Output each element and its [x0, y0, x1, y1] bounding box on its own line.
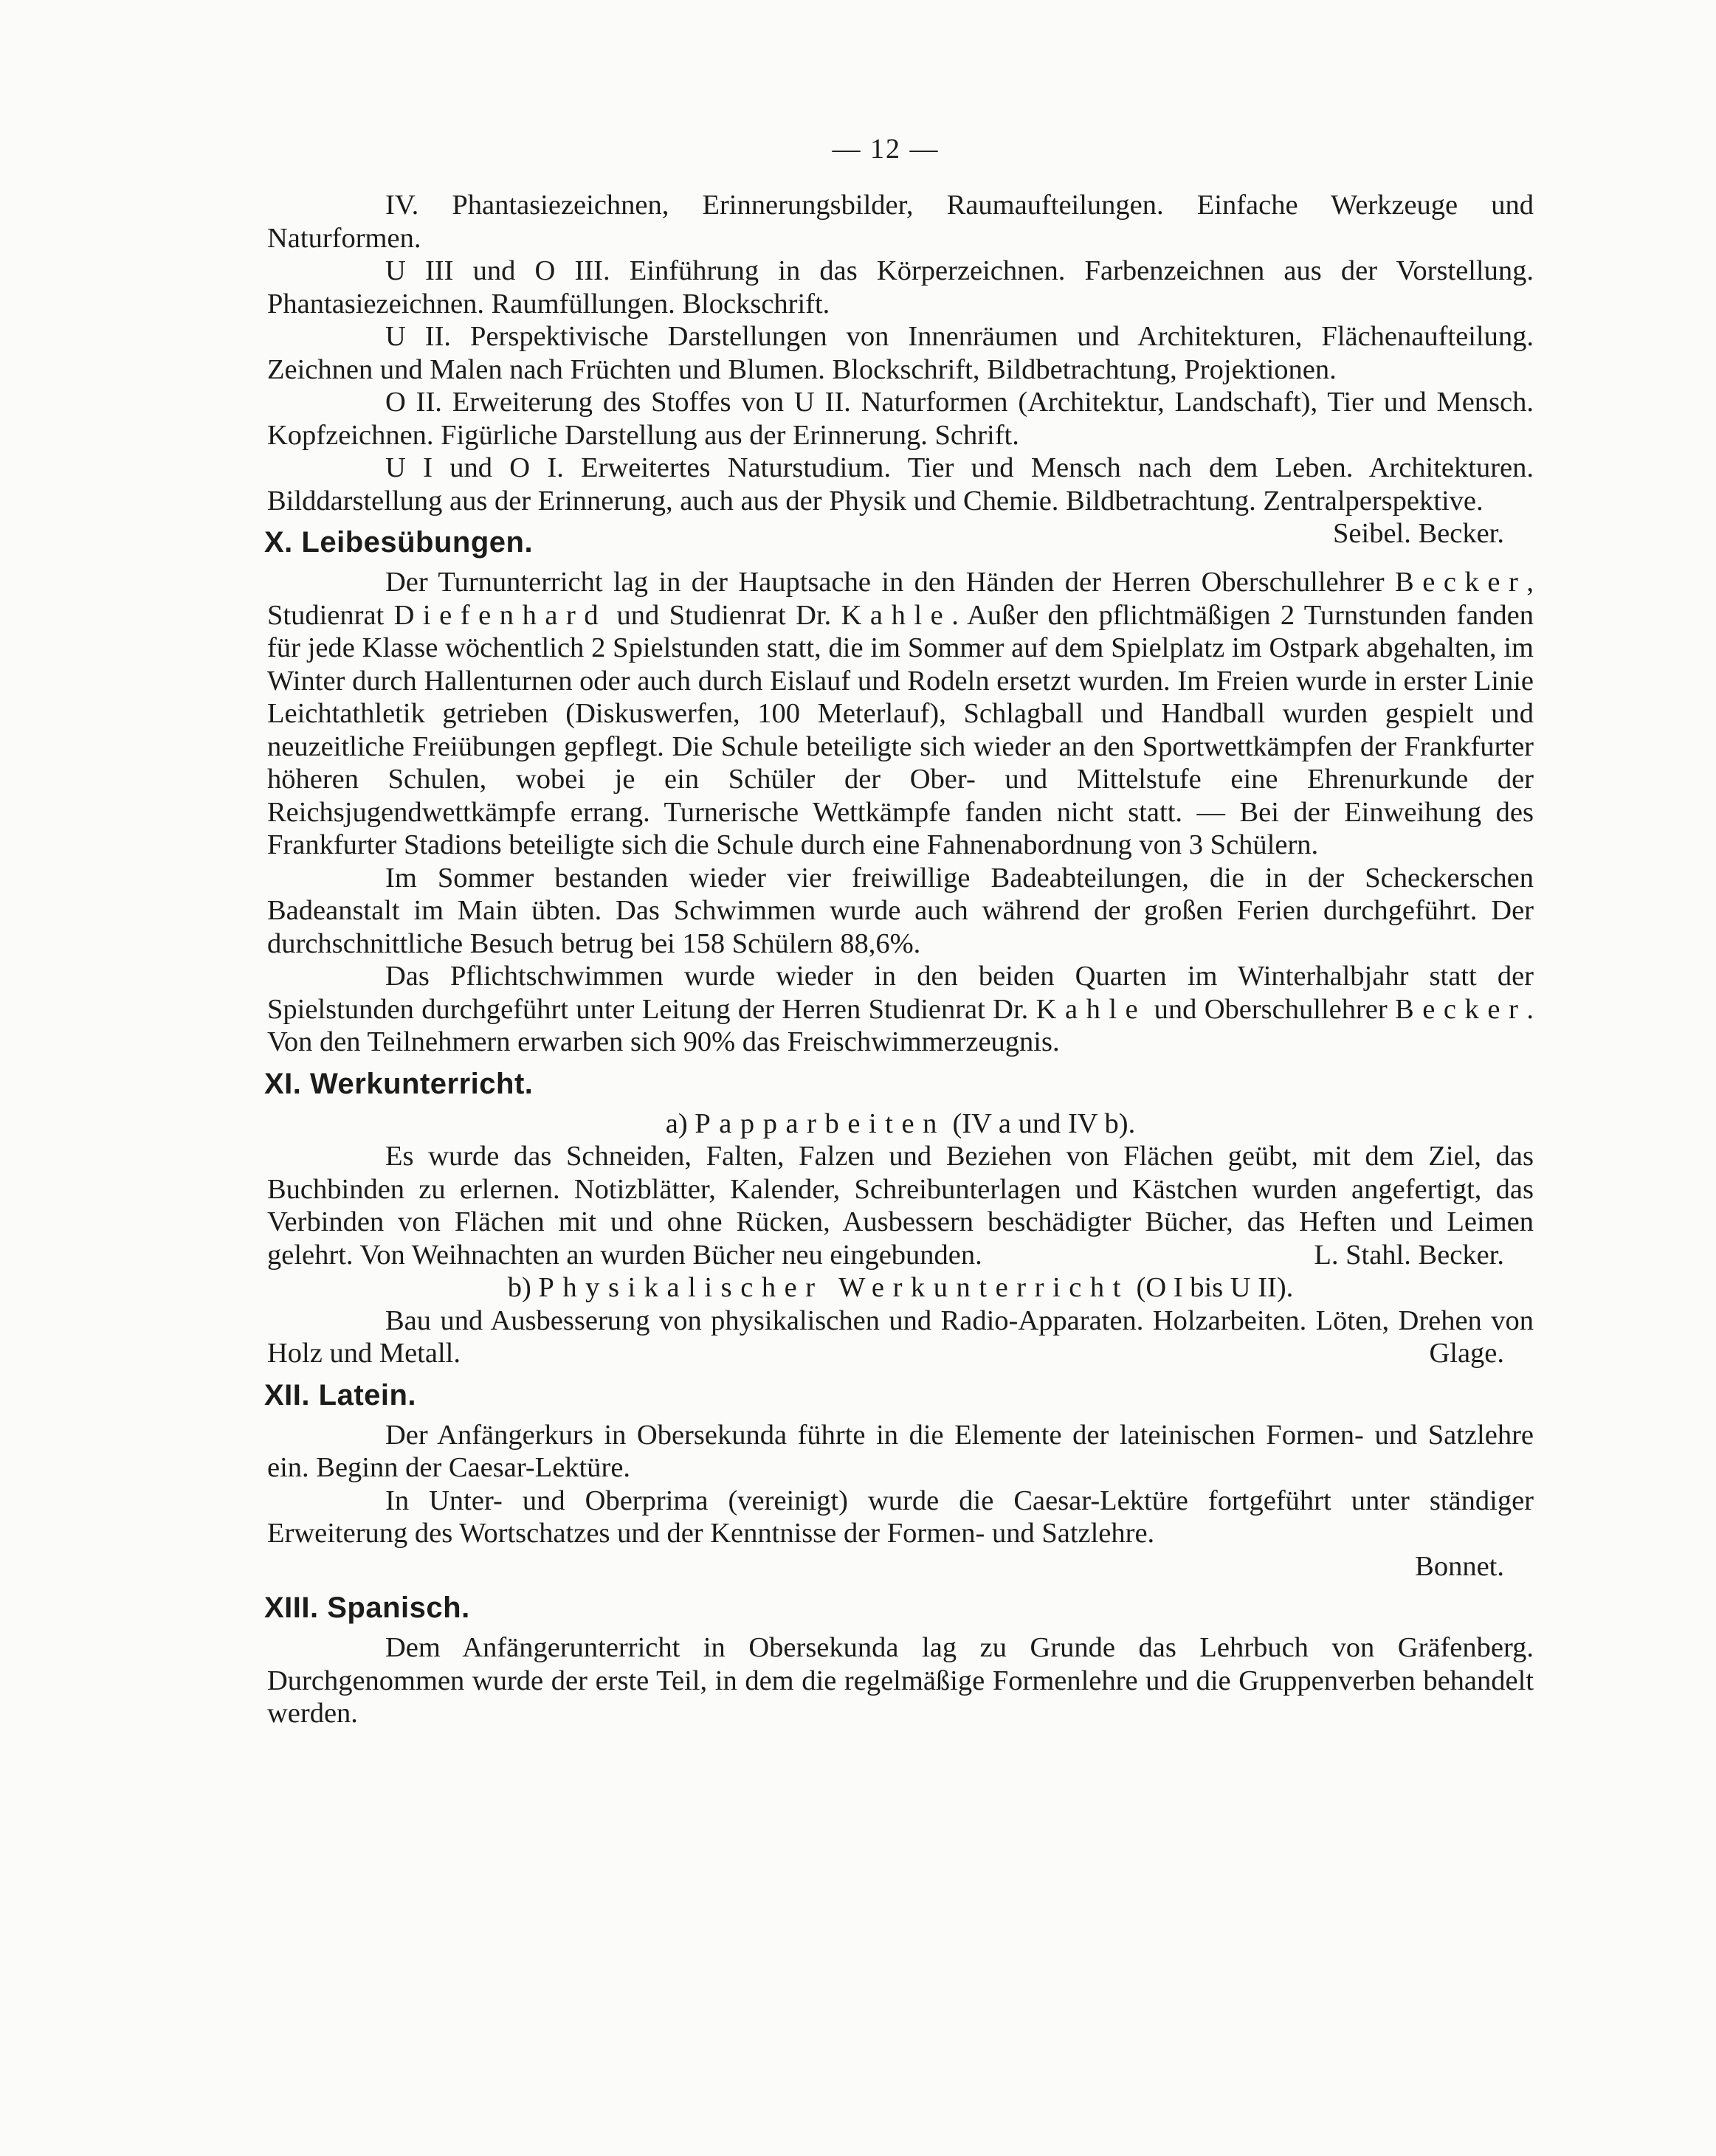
sport-paragraph-pflichtschwimmen: [267, 960, 1534, 1059]
teacher-name-diefenhard: Diefenhard: [393, 599, 607, 631]
swim-teacher-kahle: Kahle: [1036, 993, 1147, 1025]
document-body: [264, 189, 1534, 1730]
art-paragraph-oii: O II. Erweiterung des Stoffes von U II. Naturformen (Architektur, Landschaft), Tier und Mensch. Kopfzeichnen. Figürliche Darstellung aus der Erinnerung. Schrift.: [267, 387, 1534, 451]
sport-paragraph-turnunterricht: [267, 566, 1534, 862]
sport-text-b: , Studienrat: [267, 567, 1534, 631]
latin-paragraph-prima: In Unter- und Oberprima (vereinigt) wurde die Caesar-Lektüre fortgeführt unter ständiger Erweiterung des Wortschatzes und der Kenntnisse der Formen- und Satzlehre.: [267, 1485, 1534, 1549]
subheading-papparbeiten: [267, 1108, 1534, 1141]
werk-paragraph-papparbeiten-text: Es wurde das Schneiden, Falten, Falzen und Beziehen von Flächen geübt, mit dem Ziel, das Buchbinden zu erlernen. Notizblätter, Kalender, Schreibunterlagen und Kästchen wurden angefertigt, das Verbinden von Flächen mit und ohne Rücken, Ausbessern beschädigter Bücher, das Heften und Leimen gelehrt. Von Weihnachten an wurden Bücher neu eingebunden.: [267, 1141, 1534, 1271]
swim-text-a: Das Pflichtschwimmen wurde wieder in den beiden Quarten im Winterhalbjahr statt der Spielstunden durchgeführt unter Leitung der Herren Studienrat Dr.: [267, 961, 1534, 1025]
spanish-paragraph: Dem Anfängerunterricht in Obersekunda lag zu Grunde das Lehrbuch von Gräfenberg. Durchgenommen wurde der erste Teil, in dem die regelmäßige Formenlehre und die Gruppenverben behandelt werden.: [267, 1632, 1534, 1729]
werk-signature-glage: Glage.: [1429, 1338, 1504, 1369]
subheading-b-label: b): [507, 1272, 531, 1303]
werk-signature-stahl-becker: L. Stahl. Becker.: [1314, 1239, 1504, 1271]
swim-text-b: und Oberschullehrer: [1154, 993, 1388, 1025]
swim-teacher-becker: Becker: [1395, 993, 1527, 1025]
teacher-name-becker: Becker: [1395, 567, 1527, 598]
subheading-physik-werkunterricht: [267, 1271, 1534, 1305]
section-heading-leibesuebungen: X. Leibesübungen.: [264, 526, 534, 559]
latin-paragraph-anfaenger: Der Anfängerkurs in Obersekunda führte in die Elemente der lateinischen Formen- und Satzlehre ein. Beginn der Caesar-Lektüre.: [267, 1419, 1534, 1483]
art-paragraph-uii: U II. Perspektivische Darstellungen von Innenräumen und Architekturen, Flächenaufteilung. Zeichnen und Malen nach Früchten und Blumen. Blockschrift, Bildbetrachtung, Projektionen.: [267, 321, 1534, 385]
art-paragraph-uiii-oiii: U III und O III. Einführung in das Körperzeichnen. Farbenzeichnen aus der Vorstellung. Phantasiezeichnen. Raumfüllungen. Blockschrift.: [267, 255, 1534, 319]
teacher-name-kahle: Kahle: [841, 599, 952, 631]
latin-signature-bonnet: Bonnet.: [1415, 1550, 1504, 1582]
sport-text-d: . Außer den pflichtmäßigen 2 Turnstunden fanden für jede Klasse wöchentlich 2 Spielstunden statt, die im Sommer auf dem Spielplatz im Ostpark abgehalten, im Winter durch Hallenturnen oder auch durch Eislauf und Rodeln ersetzt wurden. Im Freien wurde in erster Linie Leichtathletik getrieben (Diskuswerfen, 100 Meterlauf), Schlagball und Handball wurden gespielt und neuzeitliche Freiübungen gepflegt. Die Schule beteiligte sich wieder an den Sportwettkämpfen der Frankfurter höheren Schulen, wobei je ein Schüler der Ober- und Mittelstufe eine Ehrenurkunde der Reichsjugendwettkämpfe errang. Turnerische Wettkämpfe fanden nicht statt. — Bei der Einweihung des Frankfurter Stadions beteiligte sich die Schule durch eine Fahnenabordnung von 3 Schülern.: [267, 599, 1534, 860]
sport-text-a: Der Turnunterricht lag in der Hauptsache in den Händen der Herren Oberschullehrer: [385, 567, 1385, 598]
swim-text-c: . Von den Teilnehmern erwarben sich 90% das Freischwimmerzeugnis.: [267, 993, 1534, 1057]
page-number: — 12 —: [832, 134, 940, 165]
art-signature: Seibel. Becker.: [1333, 518, 1504, 549]
werk-paragraph-papparbeiten: [267, 1140, 1534, 1271]
subheading-b-title: Physikalischer Werkunterricht: [538, 1272, 1129, 1303]
art-paragraph-iv: IV. Phantasiezeichnen, Erinnerungsbilder, Raumaufteilungen. Einfache Werkzeuge und Naturformen.: [267, 190, 1534, 254]
section-heading-latein: XII. Latein.: [264, 1378, 417, 1412]
section-heading-spanisch: XIII. Spanisch.: [264, 1592, 470, 1624]
werk-paragraph-physik: [267, 1305, 1534, 1370]
sport-text-c: und Studienrat Dr.: [616, 599, 832, 631]
subheading-a-classes: (IV a und IV b).: [952, 1108, 1136, 1139]
art-paragraph-ui-oi-text: U I und O I. Erweitertes Naturstudium. Tier und Mensch nach dem Leben. Architekturen. Bilddarstellung aus der Erinnerung, auch aus der Physik und Chemie. Bildbetrachtung. Zentralperspektive.: [267, 452, 1534, 516]
werk-paragraph-physik-text: Bau und Ausbesserung von physikalischen und Radio-Apparaten. Holzarbeiten. Löten, Drehen von Holz und Metall.: [267, 1305, 1534, 1369]
subheading-a-label: a): [665, 1108, 688, 1139]
section-heading-werkunterricht: XI. Werkunterricht.: [264, 1067, 534, 1100]
subheading-b-classes: (O I bis U II).: [1136, 1272, 1294, 1303]
sport-paragraph-baden: Im Sommer bestanden wieder vier freiwillige Badeabteilungen, die in der Scheckerschen Badeanstalt im Main übten. Das Schwimmen wurde auch während der großen Ferien durchgeführt. Der durchschnittliche Besuch betrug bei 158 Schülern 88,6%.: [267, 862, 1534, 959]
subheading-a-title: Papparbeiten: [695, 1108, 945, 1139]
